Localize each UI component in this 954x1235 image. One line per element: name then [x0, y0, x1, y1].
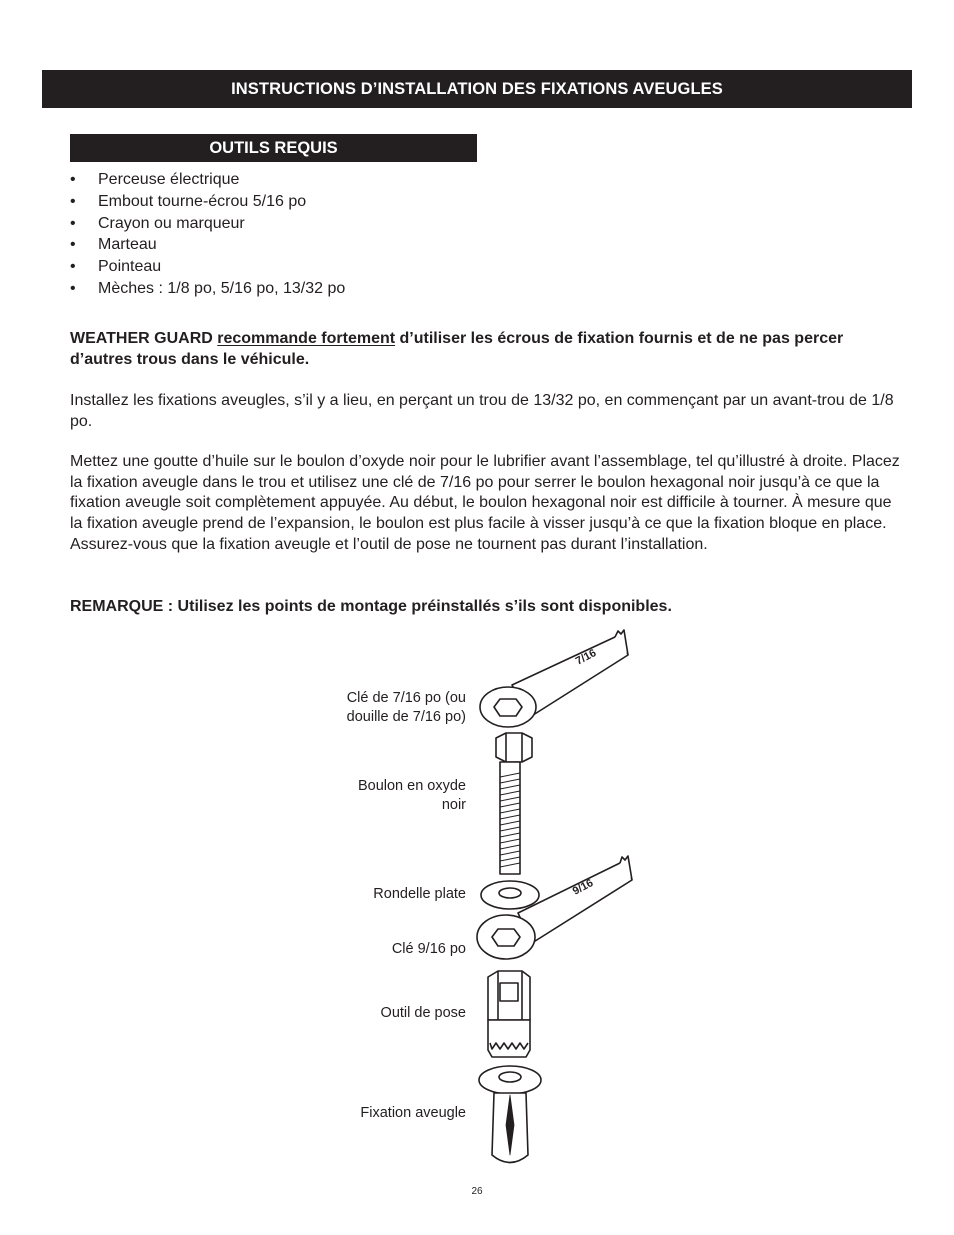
fastener-assembly-illustration [470, 625, 650, 1170]
page-title-banner [42, 70, 912, 108]
bullet: • [70, 171, 76, 188]
label-setting-tool: Outil de pose [380, 1005, 466, 1021]
bullet: • [70, 279, 76, 297]
label-bolt: Boulon en oxyde noir [357, 778, 466, 813]
tool-item-text: Mèches : 1/8 po, 5/16 po, 13/32 po [98, 279, 346, 297]
tool-item-text: Embout tourne-écrou 5/16 po [98, 192, 307, 210]
warning-paragraph [70, 329, 900, 370]
list-item [70, 278, 345, 300]
bullet: • [70, 258, 76, 276]
oil-paragraph: Mettez une goutte d’huile sur le boulon d’oxyde noir pour le lubrifier avant l’assemblage, tel qu’illustré à droite. Placez la fixation aveugle dans le trou et utilisez une clé de 7/16 po pour serrer le boulon hexagonal noir jusqu’à ce que la fixation aveugle soit complètement appuyée. Au début, le boulon hexagonal noir est difficile à tourner. À mesure que la fixation aveugle prend de l’expansion, le boulon est plus facile à visser jusqu’à ce que la fixation bloque en place. Assurez-vous que la fixation aveugle et l’outil de pose ne tournent pas durant l’installation. [70, 453, 900, 553]
setting-tool-icon [488, 971, 530, 1057]
tools-list [70, 169, 345, 300]
list-item [70, 234, 345, 256]
bullet: • [70, 214, 76, 232]
label-wrench-716: Clé de 7/16 po (ou douille de 7/16 po) [346, 690, 466, 725]
label-wrench-916: Clé 9/16 po [391, 941, 466, 957]
wrench-916-marking: 9/16 [570, 876, 596, 898]
list-item [70, 191, 345, 213]
note-paragraph: REMARQUE : Utilisez les points de montage préinstallés s’ils sont disponibles. [70, 598, 672, 615]
install-paragraph: Installez les fixations aveugles, s’il y a lieu, en perçant un trou de 13/32 po, en commençant par un avant-trou de 1/8 po. [70, 392, 894, 430]
bullet: • [70, 192, 76, 210]
page-title: INSTRUCTIONS D’INSTALLATION DES FIXATIONS AVEUGLES [231, 79, 723, 98]
list-item [70, 256, 345, 278]
tool-item-text: Perceuse électrique [98, 171, 240, 188]
list-item [70, 213, 345, 235]
warning-text: d’utiliser les écrous de fixation fournis et de ne pas percer d’autres trous dans le véhicule. [70, 330, 844, 368]
tool-item-text: Marteau [98, 236, 157, 254]
wrench-716-marking: 7/16 [573, 646, 599, 668]
wrench-716-icon [480, 630, 628, 727]
warning-brand: WEATHER GUARD [70, 330, 218, 347]
page-number: 26 [471, 1186, 483, 1197]
tool-item-text: Crayon ou marqueur [98, 214, 245, 232]
label-washer: Rondelle plate [373, 886, 466, 902]
tools-section-title: OUTILS REQUIS [209, 138, 338, 157]
hex-bolt-icon [496, 733, 532, 874]
blind-fastener-icon [479, 1066, 541, 1163]
washer-icon [481, 881, 539, 909]
tool-item-text: Pointeau [98, 258, 162, 276]
list-item [70, 169, 345, 191]
tools-section-header [70, 134, 477, 162]
bullet: • [70, 236, 76, 254]
label-blind-fastener: Fixation aveugle [360, 1105, 466, 1121]
warning-emphasis: recommande fortement [217, 330, 396, 347]
